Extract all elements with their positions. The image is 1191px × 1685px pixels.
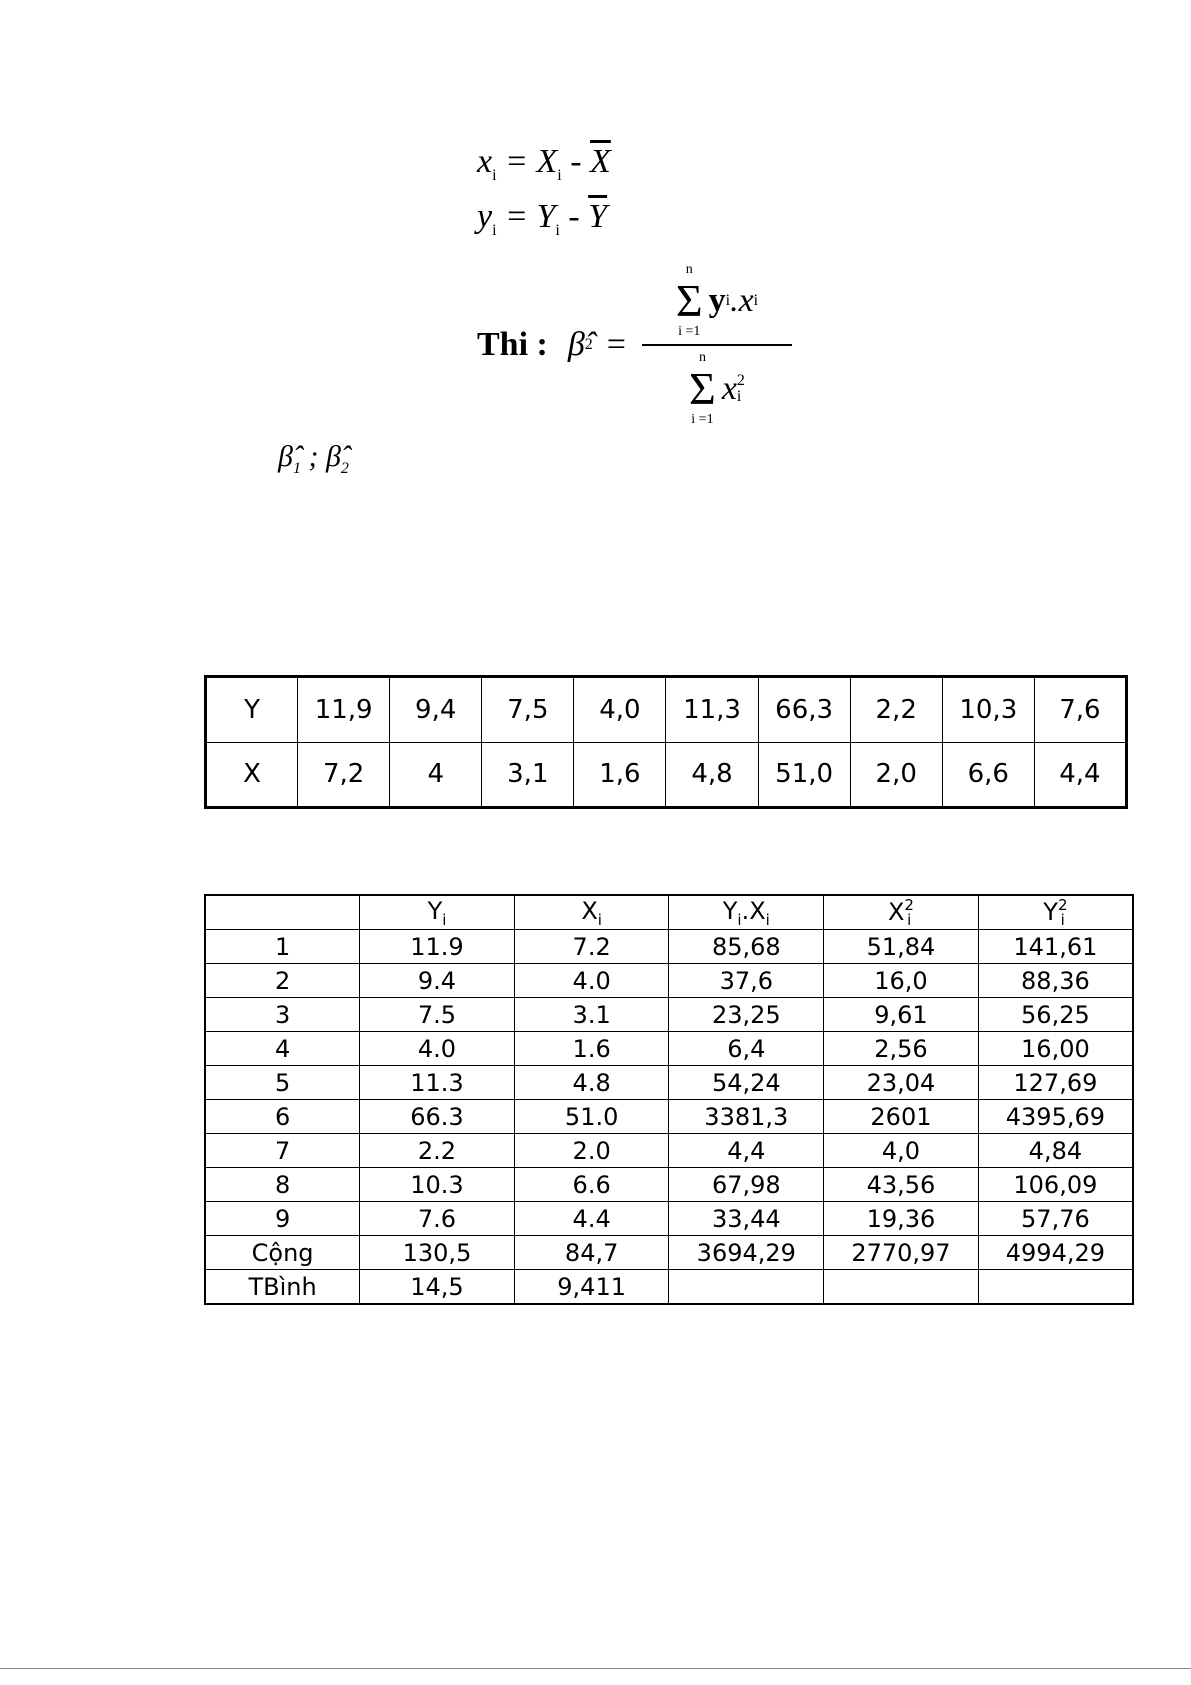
table1-cell: 1,6 <box>574 742 666 808</box>
table1-cell: 6,6 <box>942 742 1034 808</box>
table2-cell: 51,84 <box>824 930 979 964</box>
table2-cell: 7.2 <box>514 930 669 964</box>
table2-cell: 8 <box>205 1168 360 1202</box>
table2-cell: 4,84 <box>978 1134 1133 1168</box>
table1-row <box>206 677 1127 743</box>
table2-cell: 43,56 <box>824 1168 979 1202</box>
table2-cell: 127,69 <box>978 1066 1133 1100</box>
table1-cell: 3,1 <box>482 742 574 808</box>
footer-rule <box>0 1668 1191 1669</box>
table2-row <box>205 1236 1133 1270</box>
table1-row-label: X <box>206 742 298 808</box>
table1-cell: 2,0 <box>850 742 942 808</box>
table1-cell: 4 <box>390 742 482 808</box>
beta-estimators: $\betâ_1$ ; $\betâ_2$ <box>278 440 349 477</box>
table2-cell: 9.4 <box>360 964 515 998</box>
table2-cell: 7 <box>205 1134 360 1168</box>
table2-cell: 6,4 <box>669 1032 824 1066</box>
table2-cell: 9 <box>205 1202 360 1236</box>
table2-row <box>205 998 1133 1032</box>
table2-cell <box>669 1270 824 1305</box>
table2-cell: TBình <box>205 1270 360 1305</box>
table2-cell: 23,04 <box>824 1066 979 1100</box>
table2-cell: 4,0 <box>824 1134 979 1168</box>
table2-cell: 85,68 <box>669 930 824 964</box>
table2-row <box>205 1066 1133 1100</box>
table2-cell: 66.3 <box>360 1100 515 1134</box>
table2-cell: 9,411 <box>514 1270 669 1305</box>
table2-cell: 106,09 <box>978 1168 1133 1202</box>
table2-header: $Y_i.X_i$ <box>669 895 824 930</box>
table2-cell: 57,76 <box>978 1202 1133 1236</box>
table2-cell: 67,98 <box>669 1168 824 1202</box>
table2-cell: 16,00 <box>978 1032 1133 1066</box>
table2-row <box>205 1270 1133 1305</box>
table2-cell: 6.6 <box>514 1168 669 1202</box>
table2-cell: 19,36 <box>824 1202 979 1236</box>
table1-cell: 66,3 <box>758 677 850 743</box>
table2-row <box>205 1032 1133 1066</box>
table2-header: $X_i$ <box>514 895 669 930</box>
table2-row <box>205 964 1133 998</box>
table2-row <box>205 930 1133 964</box>
table2-cell: 51.0 <box>514 1100 669 1134</box>
table2-row <box>205 1134 1133 1168</box>
table2-cell: 4.4 <box>514 1202 669 1236</box>
table2-cell: 4.0 <box>360 1032 515 1066</box>
table2-cell: 6 <box>205 1100 360 1134</box>
table2-cell: 9,61 <box>824 998 979 1032</box>
table2-cell: 7.6 <box>360 1202 515 1236</box>
table2-cell: 5 <box>205 1066 360 1100</box>
table2-cell: 2,56 <box>824 1032 979 1066</box>
table2-cell: 7.5 <box>360 998 515 1032</box>
table2-cell: 37,6 <box>669 964 824 998</box>
table1-cell: 11,9 <box>298 677 390 743</box>
fraction: n Σ i =1 y i .x i n Σ i =1 x 2 i <box>642 262 792 428</box>
table2-cell: 1.6 <box>514 1032 669 1066</box>
table2-cell: 2770,97 <box>824 1236 979 1270</box>
table2-cell: 11.9 <box>360 930 515 964</box>
table1-row-label: Y <box>206 677 298 743</box>
table2-cell: 56,25 <box>978 998 1133 1032</box>
table2-cell: Cộng <box>205 1236 360 1270</box>
table2-cell: 2601 <box>824 1100 979 1134</box>
table2-cell: 4994,29 <box>978 1236 1133 1270</box>
table1-cell: 7,2 <box>298 742 390 808</box>
table2-cell: 16,0 <box>824 964 979 998</box>
table2-cell: 84,7 <box>514 1236 669 1270</box>
table2-cell: 130,5 <box>360 1236 515 1270</box>
table2-cell: 2.2 <box>360 1134 515 1168</box>
table2-cell: 33,44 <box>669 1202 824 1236</box>
table2-cell: 23,25 <box>669 998 824 1032</box>
table1-cell: 10,3 <box>942 677 1034 743</box>
table2-row <box>205 1202 1133 1236</box>
table1-cell: 51,0 <box>758 742 850 808</box>
table2-header: X 2 i <box>824 895 979 930</box>
calculation-table <box>204 894 1134 1305</box>
table1-cell: 4,4 <box>1034 742 1126 808</box>
table2-cell: 3.1 <box>514 998 669 1032</box>
table2-cell: 14,5 <box>360 1270 515 1305</box>
table2-cell: 11.3 <box>360 1066 515 1100</box>
table2-cell: 4.8 <box>514 1066 669 1100</box>
table1-cell: 9,4 <box>390 677 482 743</box>
table1-cell: 11,3 <box>666 677 758 743</box>
table2-cell: 1 <box>205 930 360 964</box>
thi-label: Thi : <box>477 326 548 363</box>
table2-cell: 4,4 <box>669 1134 824 1168</box>
table1-row <box>206 742 1127 808</box>
table2-cell: 3694,29 <box>669 1236 824 1270</box>
table2-cell: 3381,3 <box>669 1100 824 1134</box>
table2-row <box>205 1100 1133 1134</box>
table2-cell: 141,61 <box>978 930 1133 964</box>
table2-cell <box>824 1270 979 1305</box>
table2-cell: 54,24 <box>669 1066 824 1100</box>
table2-header: Y 2 i <box>978 895 1133 930</box>
table1-cell: 2,2 <box>850 677 942 743</box>
table2-cell: 4 <box>205 1032 360 1066</box>
table2-header: $Y_i$ <box>360 895 515 930</box>
table2-cell: 4.0 <box>514 964 669 998</box>
table1-cell: 4,8 <box>666 742 758 808</box>
table1-cell: 4,0 <box>574 677 666 743</box>
table1-cell: 7,6 <box>1034 677 1126 743</box>
formula-x-deviation: $x_i = X_i - \overline{X}$ <box>477 143 611 184</box>
table2-row <box>205 1168 1133 1202</box>
table2-cell: 4395,69 <box>978 1100 1133 1134</box>
formula-y-deviation: $y_i = Y_i - \overline{Y}$ <box>477 198 608 239</box>
formula-beta2: Thi : β̂ 2 = n Σ i =1 y i .x i n Σ i =1 x 2 i <box>477 262 792 428</box>
table2-cell: 88,36 <box>978 964 1133 998</box>
table2-cell: 2.0 <box>514 1134 669 1168</box>
table1-cell: 7,5 <box>482 677 574 743</box>
table2-cell: 3 <box>205 998 360 1032</box>
table2-cell: 2 <box>205 964 360 998</box>
table2-header <box>205 895 360 930</box>
table2-cell <box>978 1270 1133 1305</box>
data-table-xy <box>204 675 1128 809</box>
table2-cell: 10.3 <box>360 1168 515 1202</box>
